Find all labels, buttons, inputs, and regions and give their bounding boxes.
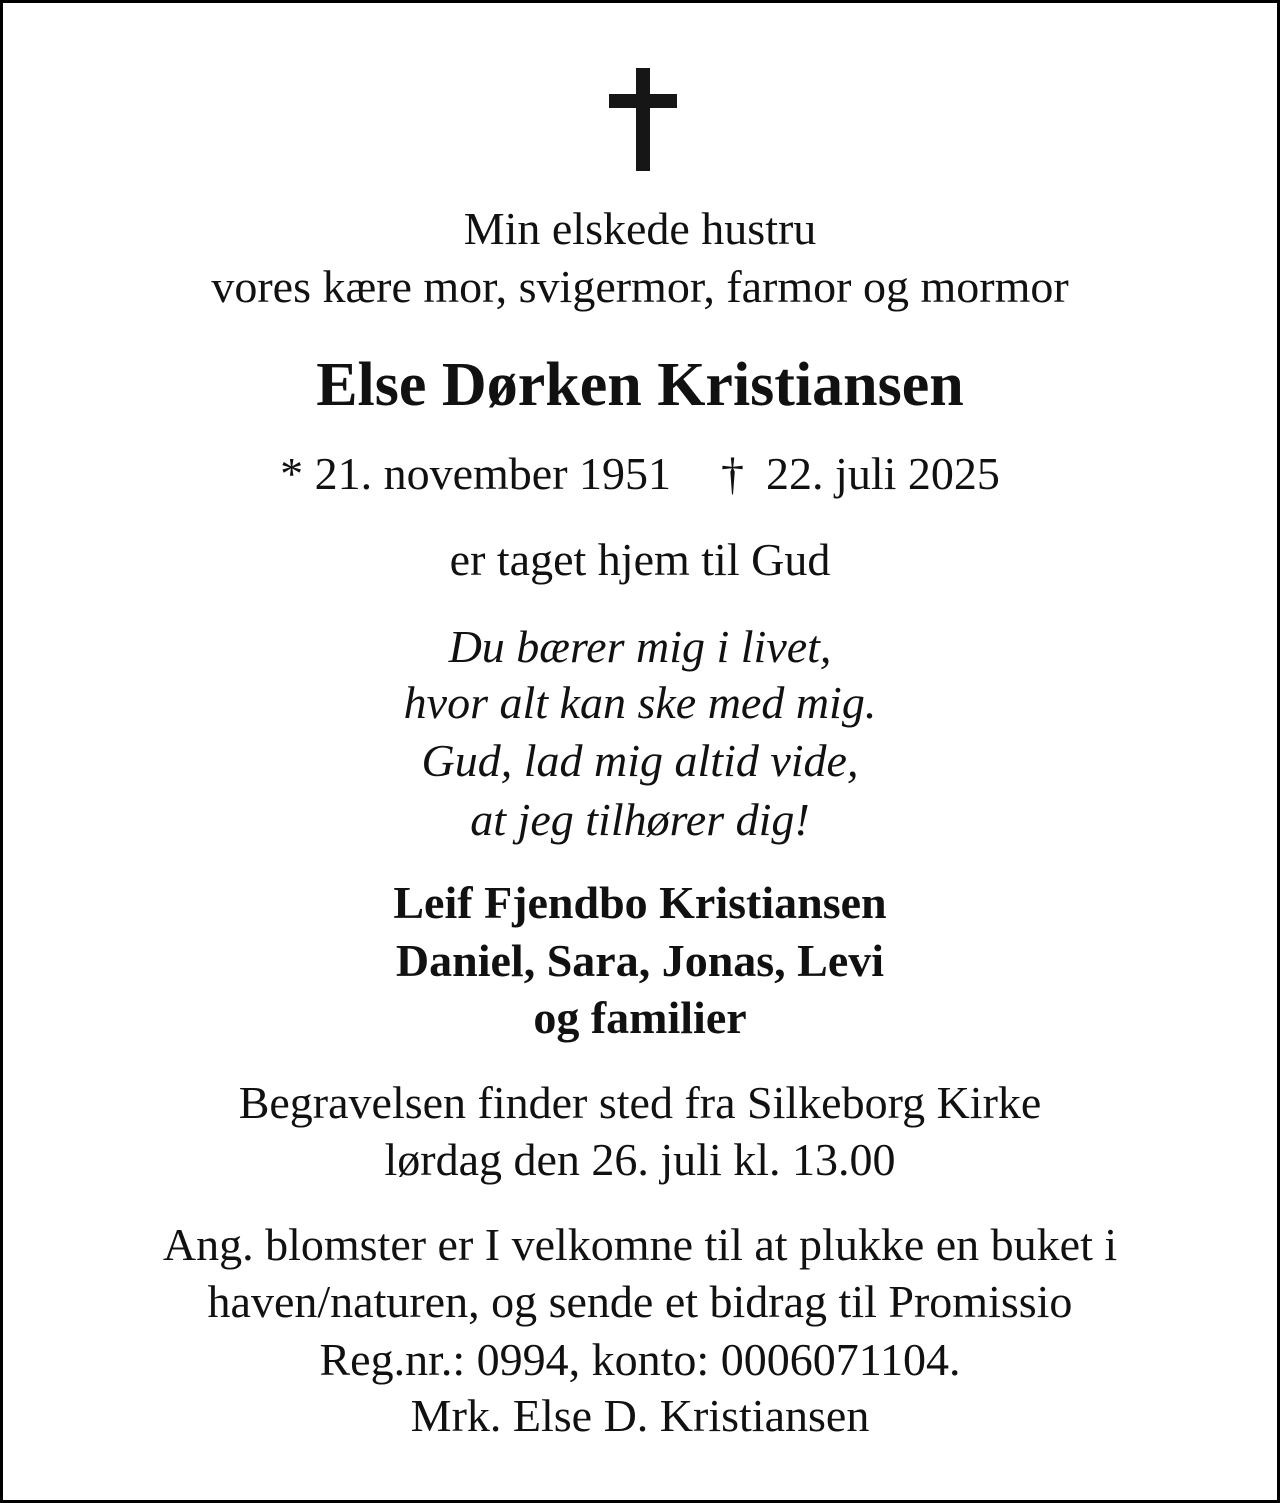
funeral-line: Begravelsen finder sted fra Silkeborg Kirke bbox=[238, 1077, 1042, 1128]
funeral-line: lørdag den 26. juli kl. 13.00 bbox=[384, 1134, 896, 1185]
verse-line: hvor alt kan ske med mig. bbox=[403, 677, 877, 728]
deceased-name: Else Dørken Kristiansen bbox=[316, 351, 964, 419]
verse-line: Gud, lad mig altid vide, bbox=[421, 735, 859, 786]
death-date: 22. juli 2025 bbox=[766, 448, 1000, 499]
flowers-line: Reg.nr.: 0994, konto: 0006071104. bbox=[319, 1334, 961, 1385]
passed-line: er taget hjem til Gud bbox=[449, 534, 831, 585]
dates-line bbox=[3, 448, 1277, 499]
dagger-icon: † bbox=[721, 448, 745, 499]
birth-star-icon: * bbox=[280, 448, 304, 499]
flowers-line: haven/naturen, og sende et bidrag til Promissio bbox=[207, 1276, 1073, 1327]
birth-date: 21. november 1951 bbox=[314, 448, 672, 499]
family-line: Daniel, Sara, Jonas, Levi bbox=[395, 935, 885, 986]
cross-icon bbox=[609, 68, 677, 171]
flowers-line: Mrk. Else D. Kristiansen bbox=[410, 1390, 870, 1441]
verse-line: at jeg tilhører dig! bbox=[470, 794, 810, 845]
intro-line: Min elskede hustru bbox=[463, 203, 817, 254]
family-line: og familier bbox=[533, 992, 747, 1043]
intro-line: vores kære mor, svigermor, farmor og mormor bbox=[211, 261, 1069, 312]
family-line: Leif Fjendbo Kristiansen bbox=[393, 877, 887, 928]
flowers-line: Ang. blomster er I velkomne til at plukke en buket i bbox=[162, 1219, 1118, 1270]
verse-line: Du bærer mig i livet, bbox=[448, 621, 832, 672]
